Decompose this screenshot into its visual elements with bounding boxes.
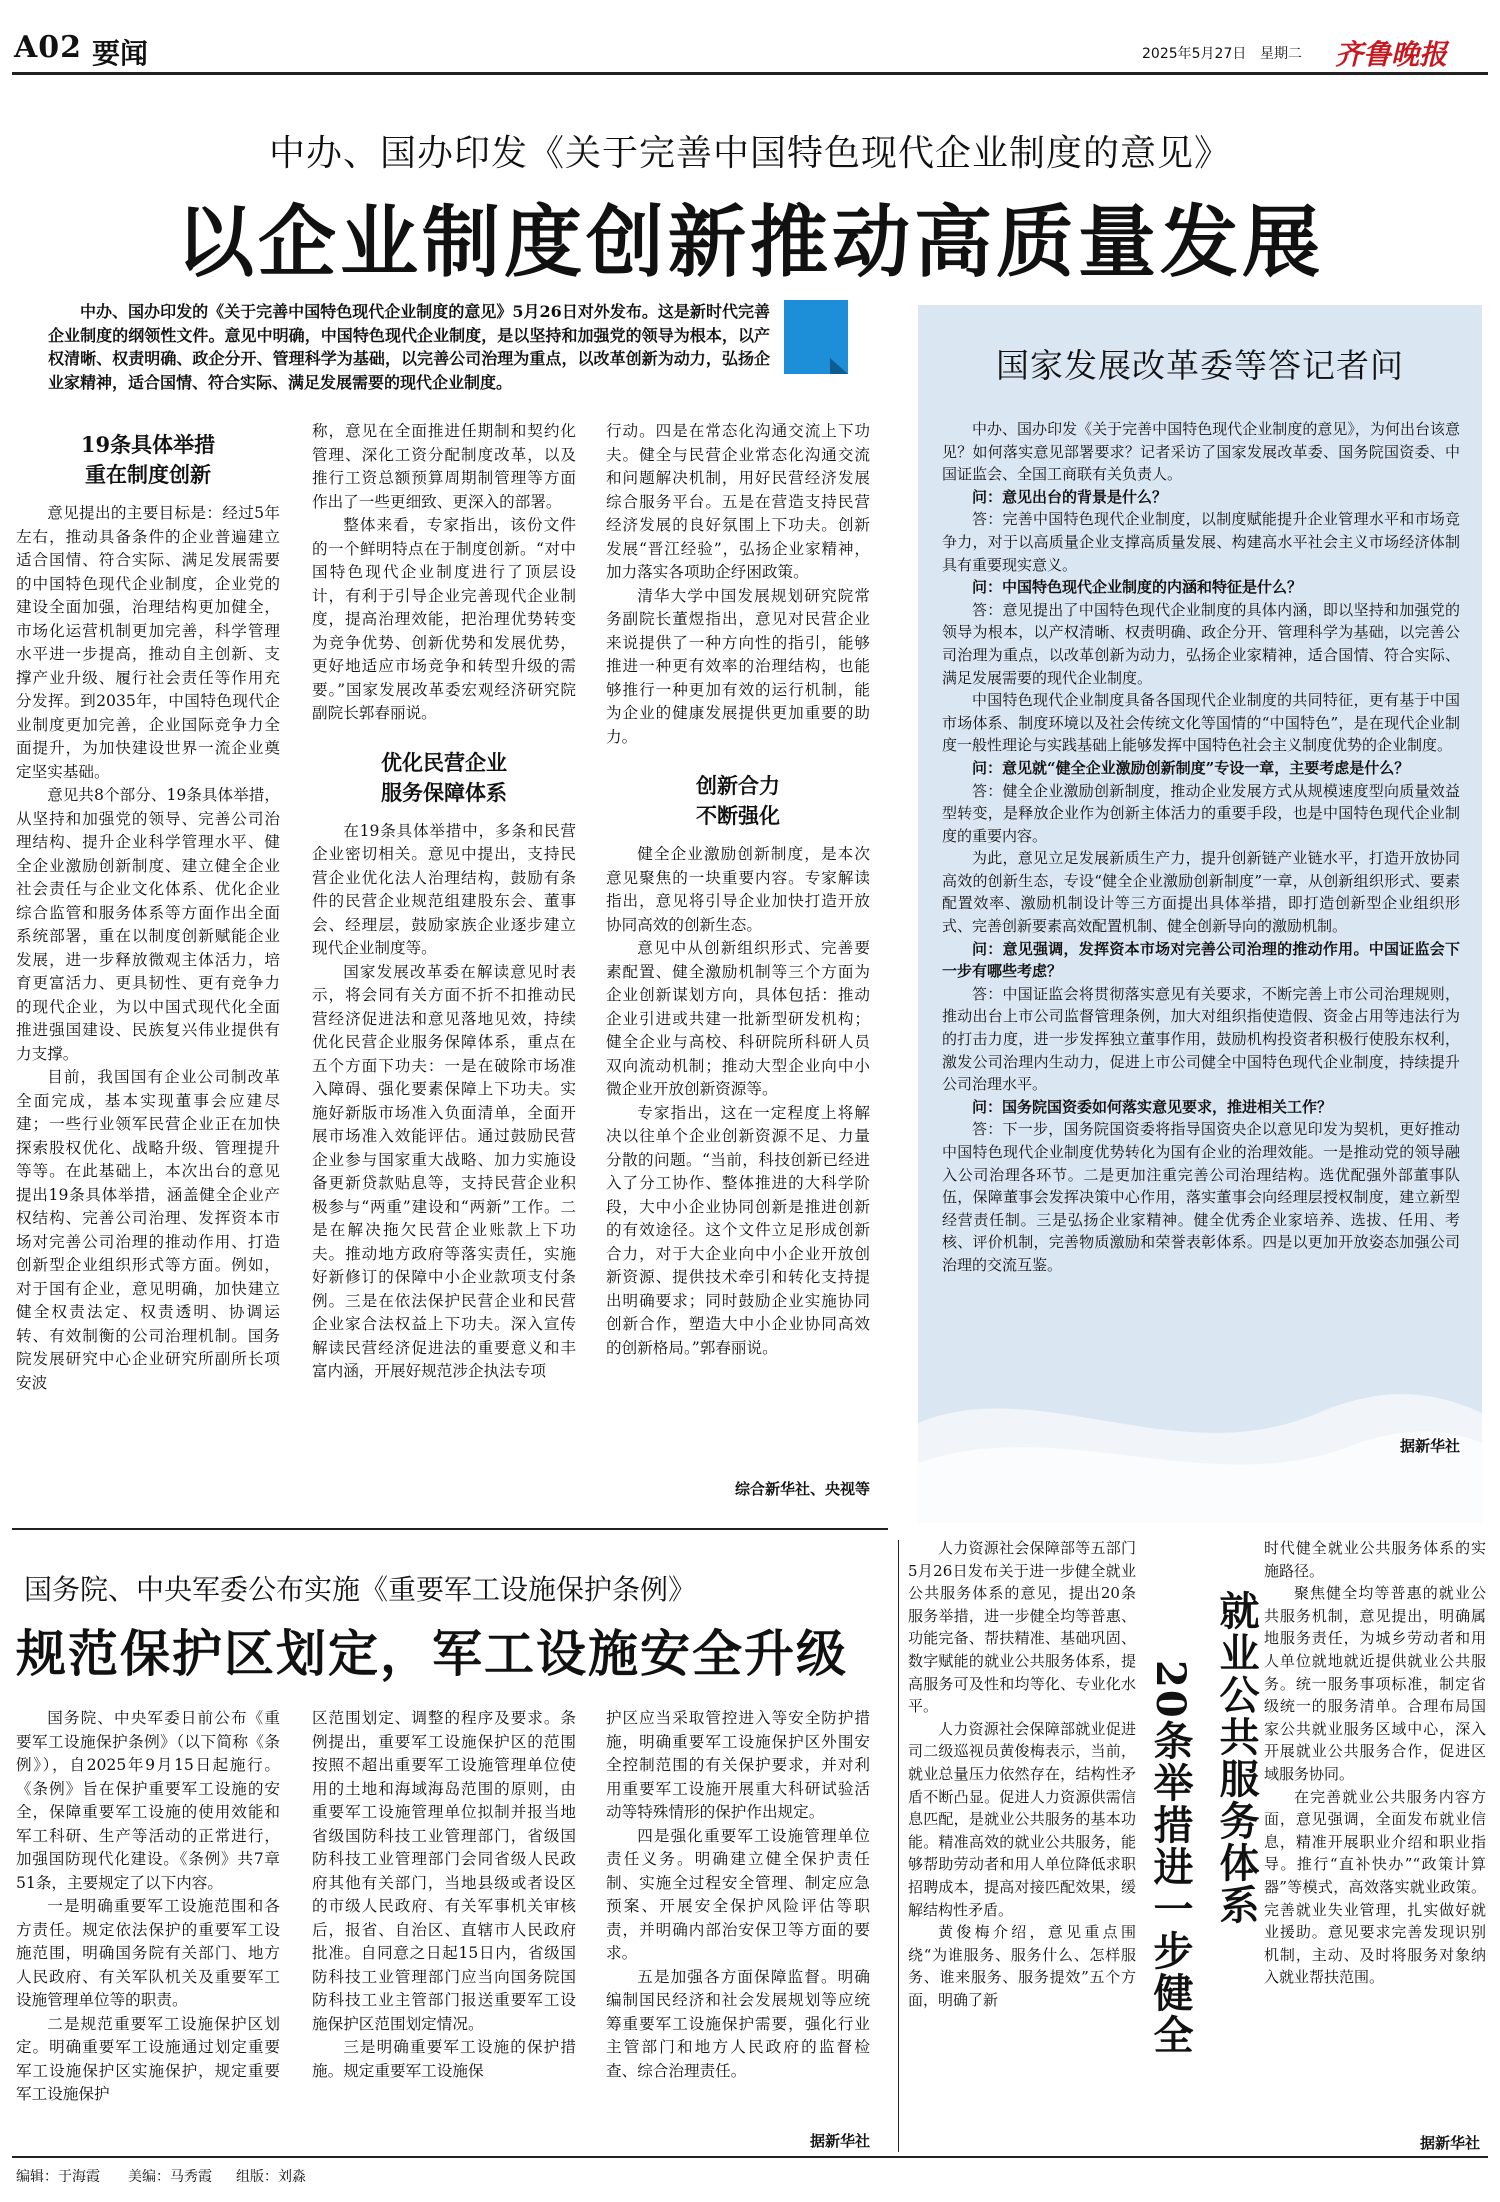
lead-byline: 综合新华社、央视等 (734, 1480, 870, 1498)
paragraph: 在完善就业公共服务内容方面，意见强调，全面发布就业信息，精准开展职业介绍和职业指导。推行“直补快办”“政策计算器”等模式，高效落实就业政策。完善就业失业管理，扎实做好就业援助。意见要求完善发现识别机制，主动、及时将服务对象纳入就业帮扶范围。 (1264, 1787, 1486, 1987)
military-column-1 (16, 1707, 280, 2147)
qa-answer: 答：意见提出了中国特色现代企业制度的具体内涵，即以坚持和加强党的领导为根本，以产权清晰、权责明确、政企分开、管理科学为基础，以完善公司治理为重点，以改革创新为动力，弘扬企业家精神，适合国情、符合实际、满足发展需要的现代企业制度。 (942, 600, 1460, 687)
quote-mark-icon (784, 300, 848, 374)
qa-intro: 中办、国办印发《关于完善中国特色现代企业制度的意见》，为何出台该意见？如何落实意见部署要求？记者采访了国家发展改革委、国务院国资委、中国证监会、全国工商联有关负责人。 (942, 420, 1460, 484)
paragraph: 专家指出，这在一定程度上将解决以往单个企业创新资源不足、力量分散的问题。“当前，科技创新已经进入了分工协作、整体推进的大科学阶段，大中小企业协同创新是推进创新的有效途径。这个文件立足形成创新合力，对于大企业向中小企业开放创新资源、提供技术牵引和转化支持提出明确要求；同时鼓励企业实施协同创新合作，塑造大中小企业协同高效的创新格局。”郭春丽说。 (606, 1103, 870, 1357)
military-headline: 规范保护区划定，军工设施安全升级 (16, 1624, 848, 1683)
paragraph: 黄俊梅介绍，意见重点围绕“为谁服务、服务什么、怎样服务、谁来服务、服务提效”五个方面，明确了新 (908, 1923, 1136, 2009)
qa-question: 问：意见出台的背景是什么？ (972, 487, 1168, 506)
footer-rule (12, 2156, 1488, 2158)
qa-answer: 为此，意见立足发展新质生产力，提升创新链产业链水平，打造开放协同高效的创新生态，专设“健全企业激励创新制度”一章，从创新组织形式、要素配置效率、激励机制设计等三方面提出具体举措，即打造创新型企业组织形式、完善创新要素高效配置机制、健全创新导向的激励机制。 (942, 849, 1460, 936)
paragraph: 护区应当采取管控进入等安全防护措施，明确重要军工设施保护区外围安全控制范围的有关保护要求，并对利用重要军工设施开展重大科研试验活动等特殊情形的保护作出规定。 (606, 1709, 870, 1821)
lead-column-2 (312, 420, 576, 1505)
military-kicker: 国务院、中央军委公布实施《重要军工设施保护条例》 (24, 1573, 697, 1606)
subhead-19-measures: 19条具体举措 重在制度创新 (80, 432, 216, 487)
masthead-rule (12, 72, 1488, 75)
employment-title-a: 就业公共服务体系 (1213, 1590, 1260, 1926)
section-name: 要闻 (92, 37, 149, 70)
paragraph: 整体来看，专家指出，该份文件的一个鲜明特点在于制度创新。“对中国特色现代企业制度进行了顶层设计，有利于引导企业完善现代企业制度，提高治理效能，把治理优势转变为竞争优势、创新优势和发展优势，更好地适应市场竞争和转型升级的需要。”国家发展改革委宏观经济研究院副院长郭春丽说。 (312, 516, 576, 722)
lead-headline: 以企业制度创新推动高质量发展 (175, 197, 1324, 288)
paragraph: 目前，我国国有企业公司制改革全面完成，基本实现董事会应建尽建；一些行业领军民营企业正在加快探索股权优化、战略升级、管理提升等等。在此基础上，本次出台的意见提出19条具体举措，涵盖健全企业产权结构、完善公司治理、发挥资本市场对完善公司治理的推动作用、打造创新型企业组织形式等方面。例如，对于国有企业，意见明确，加快建立健全权责法定、权责透明、协调运转、有效制衡的公司治理机制。国务院发展研究中心企业研究所副所长项安波 (16, 1068, 280, 1392)
qa-answer: 答：完善中国特色现代企业制度，以制度赋能提升企业管理水平和市场竞争力，对于以高质量企业支撑高质量发展、构建高水平社会主义市场经济体制具有重要现实意义。 (942, 510, 1460, 574)
paragraph: 人力资源社会保障部就业促进司二级巡视员黄俊梅表示，当前，就业总量压力依然存在，结构性矛盾不断凸显。促进人力资源供需信息匹配，是就业公共服务的基本功能。精准高效的就业公共服务，能够帮助劳动者和用人单位降低求职招聘成本，提高对接匹配效果，缓解结构性矛盾。 (908, 1719, 1136, 1919)
page-code: A02 (14, 30, 83, 65)
qa-question: 问：国务院国资委如何落实意见要求，推进相关工作？ (972, 1097, 1333, 1116)
paragraph: 国务院、中央军委日前公布《重要军工设施保护条例》（以下简称《条例》），自2025年9月15日起施行。《条例》旨在保护重要军工设施的安全，保障重要军工设施的使用效能和军工科研、生产等活动的正常进行，加强国防现代化建设。《条例》共7章51条，主要规定了以下内容。 (16, 1709, 280, 1892)
issue-date: 2025年5月27日 (1142, 46, 1247, 62)
military-column-2 (312, 1707, 576, 2147)
paragraph: 行动。四是在常态化沟通交流上下功夫。健全与民营企业常态化沟通交流和问题解决机制，用好民营经济发展综合服务平台。五是在营造支持民营经济发展的良好氛围上下功夫。创新发展“晋江经验”，弘扬企业家精神，加力落实各项助企纾困政策。 (606, 422, 870, 581)
paragraph: 意见共8个部分、19条具体举措，从坚持和加强党的领导、完善公司治理结构、提升企业科学管理水平、健全企业激励创新制度、建立健全企业社会责任与企业文化体系、优化企业综合监管和服务体系等方面作出全面系统部署，重在以制度创新赋能企业发展，进一步释放微观主体活力，培育更富活力、更具韧性、更有竞争力的现代企业，为以中国式现代化全面推进强国建设、民族复兴伟业提供有力支撑。 (16, 786, 280, 1063)
qa-byline: 据新华社 (1399, 1437, 1460, 1455)
paragraph: 清华大学中国发展规划研究院常务副院长董煜指出，意见对民营企业来说提供了一种方向性的指引，能够推进一种更有效率的治理结构，也能够推行一种更加有效的运行机制，能为企业的健康发展提供更加重要的助力。 (606, 586, 870, 746)
employment-title-b: 20条举措进一步健全 (1147, 1660, 1194, 2056)
column-rule (898, 1540, 899, 2152)
paragraph: 意见提出的主要目标是：经过5年左右，推动具备条件的企业普遍建立适合国情、符合实际、满足发展需要的中国特色现代企业制度，企业党的建设全面加强，治理结构更加健全，市场化运营机制更加完善，科学管理水平进一步提高，推动自主创新、支撑产业升级、履行社会责任等作用充分发挥。到2035年，中国特色现代企业制度更加完善，企业国际竞争力全面提升，为加快建设世界一流企业奠定坚实基础。 (16, 504, 280, 781)
paragraph: 称，意见在全面推进任期制和契约化管理、深化工资分配制度改革，以及推行工资总额预算周期制管理等方面作出了一些更细致、更深入的部署。 (312, 422, 576, 511)
military-byline: 据新华社 (809, 2132, 870, 2150)
section-divider (12, 1528, 888, 1530)
paragraph: 四是强化重要军工设施管理单位责任义务。明确建立健全保护责任制、实施全过程安全管理、制定应急预案、开展安全保护风险评估等职责，并明确内部治安保卫等方面的要求。 (606, 1826, 870, 1962)
qa-answer: 中国特色现代企业制度具备各国现代企业制度的共同特征，更有基于中国市场体系、制度环境以及社会传统文化等国情的“中国特色”，是在现代企业制度一般性理论与实践基础上能够发挥中国特色社会主义制度优势的企业制度。 (942, 691, 1460, 755)
qa-question: 问：中国特色现代企业制度的内涵和特征是什么？ (972, 578, 1303, 597)
lead-intro: 中办、国办印发的《关于完善中国特色现代企业制度的意见》5月26日对外发布。这是新时代完善企业制度的纲领性文件。意见中明确，中国特色现代企业制度，是以坚持和加强党的领导为根本，以产权清晰、权责明确、政企分开、管理科学为基础，以完善公司治理为重点，以改革创新为动力，弘扬企业家精神，适合国情、符合实际、满足发展需要的现代企业制度。 (48, 302, 770, 392)
qa-answer: 答：下一步，国务院国资委将指导国资央企以意见印发为契机，更好推动中国特色现代企业制度优势转化为国有企业的治理效能。一是推动党的领导融入公司治理各环节。二是更加注重完善公司治理结构。选优配强外部董事队伍，保障董事会发挥决策中心作用，落实董事会向经理层授权制度，建立新型经营责任制。三是弘扬企业家精神。健全优秀企业家培养、选拔、任用、考核、评价机制，完善物质激励和荣誉表彰体系。四是以更加开放姿态加强公司治理的交流互鉴。 (942, 1120, 1460, 1274)
qa-title: 国家发展改革委等答记者问 (996, 346, 1404, 385)
paragraph: 区范围划定、调整的程序及要求。条例提出，重要军工设施保护区的范围按照不超出重要军工设施管理单位使用的土地和海域海岛范围的原则，由重要军工设施管理单位拟制并报当地省级国防科技工业管理部门，省级国防科技工业管理部门会同省级人民政府其他有关部门，当地县级或者设区的市级人民政府、有关军事机关审核后，报省、自治区、直辖市人民政府批准。自同意之日起15日内，省级国防科技工业管理部门应当向国务院国防科技工业主管部门报送重要军工设施保护区范围划定情况。 (312, 1709, 576, 2033)
paragraph: 国家发展改革委在解读意见时表示，将会同有关方面不折不扣推动民营经济促进法和意见落地见效，持续优化民营企业服务保障体系，重点在五个方面下功夫：一是在破除市场准入障碍、强化要素保障上下功夫。实施好新版市场准入负面清单，全面开展市场准入效能评估。通过鼓励民营企业参与国家重大战略、加力实施设备更新贷款贴息等，支持民营企业积极参与“两重”建设和“两新”工作。二是在解决拖欠民营企业账款上下功夫。推动地方政府等落实责任，实施好新修订的保障中小企业款项支付条例。三是在依法保护民营企业和民营企业家合法权益上下功夫。深入宣传解读民营经济促进法的重要意义和丰富内涵，开展好规范涉企执法专项 (312, 962, 576, 1380)
lead-kicker: 中办、国办印发《关于完善中国特色现代企业制度的意见》 (268, 133, 1231, 174)
footer-designer: 美编：马秀霞 (128, 2169, 212, 2185)
lead-column-1 (16, 420, 280, 1505)
paragraph: 健全企业激励创新制度，是本次意见聚焦的一块重要内容。专家解读指出，意见将引导企业加快打造开放协同高效的创新生态。 (606, 845, 870, 934)
qa-answer: 答：中国证监会将贯彻落实意见有关要求，不断完善上市公司治理规则，推动出台上市公司监督管理条例，加大对组织指使造假、资金占用等违法行为的打击力度，进一步发挥独立董事作用，鼓励机构投资者积极行使股东权利，激发公司治理内生动力，促进上市公司健全中国特色现代企业制度，持续提升公司治理水平。 (942, 984, 1460, 1094)
lead-column-3 (606, 420, 870, 1475)
paragraph: 在19条具体举措中，多条和民营企业密切相关。意见中提出，支持民营企业优化法人治理结构，鼓励有条件的民营企业规范组建股东会、董事会、经理层，鼓励家族企业逐步建立现代企业制度等。 (312, 821, 576, 957)
qa-question: 问：意见就“健全企业激励创新制度”专设一章，主要考虑是什么？ (972, 758, 1410, 777)
paragraph: 一是明确重要军工设施范围和各方责任。规定依法保护的重要军工设施范围，明确国务院有关部门、地方人民政府、有关军队机关及重要军工设施管理单位等的职责。 (16, 1897, 280, 2009)
military-column-3 (606, 1707, 870, 2127)
paragraph: 三是明确重要军工设施的保护措施。规定重要军工设施保 (312, 2038, 576, 2080)
employment-column-1 (908, 1537, 1136, 2149)
paragraph: 时代健全就业公共服务体系的实施路径。 (1264, 1539, 1486, 1580)
employment-byline: 据新华社 (1419, 2134, 1480, 2152)
paragraph: 五是加强各方面保障监督。明确编制国民经济和社会发展规划等应统筹重要军工设施保护需要，强化行业主管部门和地方人民政府的监督检查、综合治理责任。 (606, 1967, 870, 2080)
footer-editor: 编辑：于海霞 (16, 2169, 100, 2185)
paragraph: 意见中从创新组织形式、完善要素配置、健全激励机制等三个方面为企业创新谋划方向，具体包括：推动企业引进或共建一批新型研发机构；健全企业与高校、科研院所科研人员双向流动机制；推动大型企业向中小微企业开放创新资源等。 (606, 939, 870, 1098)
qa-answer: 答：健全企业激励创新制度，推动企业发展方式从规模速度型向质量效益型转变，是释放企业作为创新主体活力的重要手段，也是中国特色现代企业制度的重要内容。 (942, 781, 1460, 845)
employment-column-2 (1264, 1537, 1486, 2137)
paragraph: 二是规范重要军工设施保护区划定。明确重要军工设施通过划定重要军工设施保护区实施保护，规定重要军工设施保护 (16, 2014, 280, 2103)
paragraph: 聚焦健全均等普惠的就业公共服务机制，意见提出，明确属地服务责任，为城乡劳动者和用人单位就地就近提供就业公共服务。统一服务事项标准，制定省级统一的服务清单。合理布局国家公共就业服务区域中心，深入开展就业公共服务合作，促进区域服务协同。 (1264, 1584, 1486, 1783)
footer-proof: 组版：刘淼 (236, 2169, 306, 2185)
subhead-private-enterprise: 优化民营企业 服务保障体系 (381, 749, 507, 805)
subhead-innovation: 创新合力 不断强化 (696, 773, 780, 828)
qa-body (942, 418, 1460, 1428)
paper-logo: 齐鲁晚报 (1335, 38, 1448, 71)
paragraph: 人力资源社会保障部等五部门5月26日发布关于进一步健全就业公共服务体系的意见，提出20条服务举措，进一步健全均等普惠、功能完备、帮扶精准、基础巩固、数字赋能的就业公共服务体系，提高服务可及性和均等化、专业化水平。 (908, 1539, 1136, 1716)
issue-weekday: 星期二 (1260, 46, 1302, 62)
qa-question: 问：意见强调，发挥资本市场对完善公司治理的推动作用。中国证监会下一步有哪些考虑？ (942, 939, 1460, 981)
